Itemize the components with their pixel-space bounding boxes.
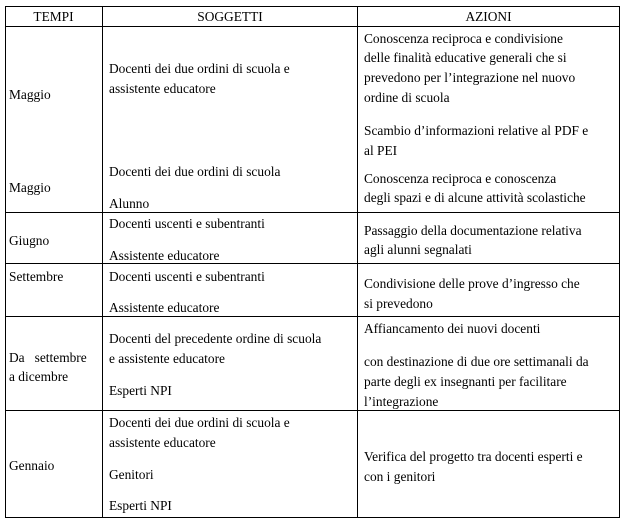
soggetti-line: assistente educatore bbox=[109, 435, 216, 450]
header-tempi: TEMPI bbox=[33, 9, 74, 24]
tempi-cell: Maggio bbox=[9, 87, 51, 102]
azioni-line: Scambio d’informazioni relative al PDF e bbox=[364, 123, 589, 138]
azioni-line: prevedono per l’integrazione nel nuovo bbox=[364, 70, 576, 85]
header-divider bbox=[5, 26, 620, 27]
row-divider bbox=[5, 410, 620, 411]
azioni-line: Conoscenza reciproca e conoscenza bbox=[364, 171, 557, 186]
soggetti-line: Docenti uscenti e subentranti bbox=[109, 216, 265, 231]
azioni-line: al PEI bbox=[364, 143, 398, 158]
azioni-line: delle finalità educative generali che si bbox=[364, 50, 567, 65]
row-divider bbox=[5, 263, 620, 264]
azioni-line: ordine di scuola bbox=[364, 90, 450, 105]
azioni-line: agli alunni segnalati bbox=[364, 242, 472, 257]
header-azioni: AZIONI bbox=[465, 9, 512, 24]
soggetti-line: Esperti NPI bbox=[109, 498, 172, 513]
table-border-left bbox=[5, 6, 6, 518]
azioni-line: con destinazione di due ore settimanali da bbox=[364, 354, 589, 369]
soggetti-line: Esperti NPI bbox=[109, 383, 172, 398]
table-border-bottom bbox=[5, 517, 620, 518]
soggetti-line: Docenti dei due ordini di scuola bbox=[109, 164, 281, 179]
azioni-line: degli spazi e di alcune attività scolastiche bbox=[364, 190, 586, 205]
tempi-cell: Gennaio bbox=[9, 458, 55, 473]
tempi-cell: Giugno bbox=[9, 233, 50, 248]
tempi-cell: Da settembre bbox=[9, 350, 87, 365]
soggetti-line: Docenti del precedente ordine di scuola bbox=[109, 331, 322, 346]
soggetti-line: Genitori bbox=[109, 467, 154, 482]
soggetti-line: Assistente educatore bbox=[109, 300, 220, 315]
header-soggetti: SOGGETTI bbox=[197, 9, 263, 24]
soggetti-line: Assistente educatore bbox=[109, 248, 220, 263]
row-divider bbox=[5, 212, 620, 213]
row-divider bbox=[5, 316, 620, 317]
tempi-cell: Settembre bbox=[9, 269, 64, 284]
column-divider bbox=[357, 6, 358, 518]
azioni-line: Conoscenza reciproca e condivisione bbox=[364, 31, 563, 46]
soggetti-line: Docenti uscenti e subentranti bbox=[109, 269, 265, 284]
column-divider bbox=[102, 6, 103, 518]
soggetti-line: e assistente educatore bbox=[109, 351, 225, 366]
azioni-line: con i genitori bbox=[364, 469, 436, 484]
planning-table bbox=[5, 6, 620, 518]
azioni-line: Affiancamento dei nuovi docenti bbox=[364, 321, 541, 336]
table-border-right bbox=[619, 6, 620, 518]
soggetti-line: assistente educatore bbox=[109, 81, 216, 96]
azioni-line: l’integrazione bbox=[364, 394, 439, 409]
soggetti-line: Alunno bbox=[109, 196, 150, 211]
azioni-line: parte degli ex insegnanti per facilitare bbox=[364, 374, 567, 389]
azioni-line: Passaggio della documentazione relativa bbox=[364, 223, 582, 238]
soggetti-line: Docenti dei due ordini di scuola e bbox=[109, 61, 290, 76]
azioni-line: Condivisione delle prove d’ingresso che bbox=[364, 276, 580, 291]
tempi-cell: a dicembre bbox=[9, 369, 69, 384]
tempi-cell: Maggio bbox=[9, 180, 51, 195]
azioni-line: si prevedono bbox=[364, 296, 433, 311]
azioni-line: Verifica del progetto tra docenti esperti e bbox=[364, 449, 583, 464]
soggetti-line: Docenti dei due ordini di scuola e bbox=[109, 415, 290, 430]
